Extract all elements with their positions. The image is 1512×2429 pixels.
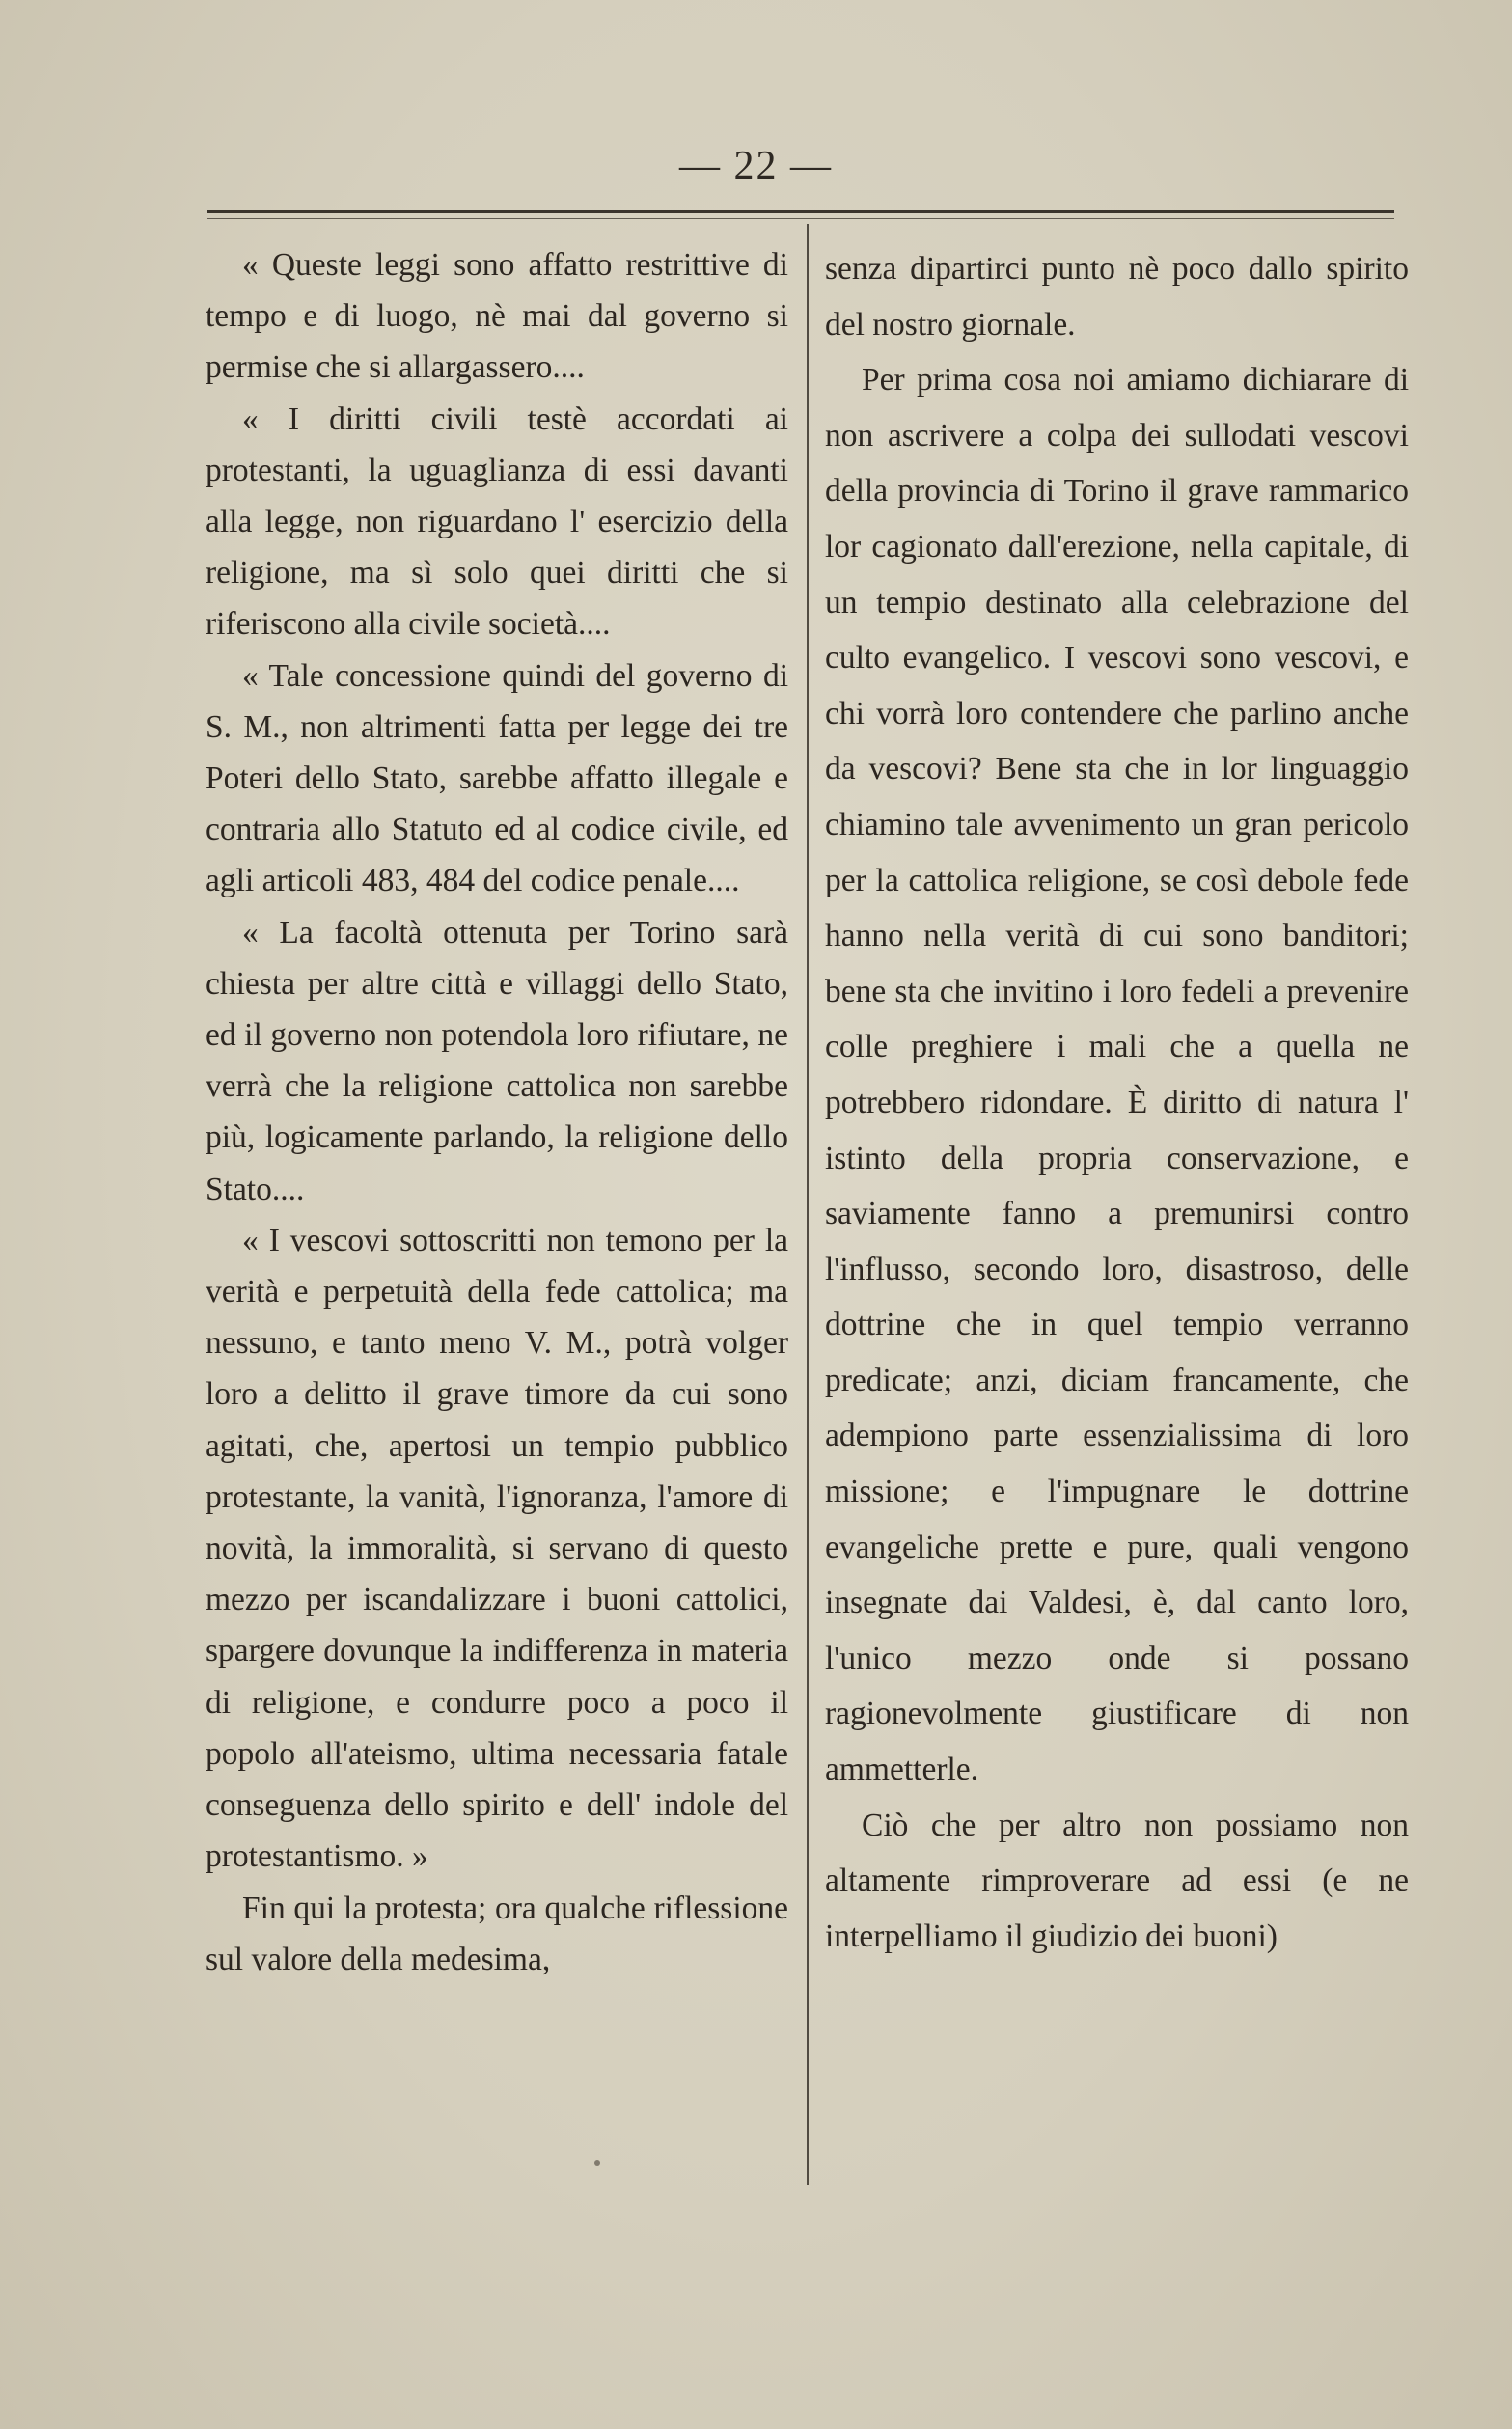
- paragraph: « I diritti civili testè accordati ai protestanti, la uguaglianza di essi davanti alla legge, non riguardano l' esercizio della religione, ma sì solo quei diritti che si riferiscono alla civile società....: [206, 400, 788, 643]
- paragraph: senza dipartirci punto nè poco dallo spirito del nostro giornale.: [825, 251, 1409, 343]
- ink-speck: [594, 2160, 600, 2166]
- header-rule-thin: [207, 218, 1394, 219]
- paragraph: Fin qui la protesta; ora qualche riflessione sul valore della medesima,: [206, 1890, 788, 1977]
- paragraph: « La facoltà ottenuta per Torino sarà chiesta per altre città e villaggi dello Stato, ed il governo non potendola loro rifiutare, ne verrà che la religione cattolica non sarebbe più, logicamente parlando, la religione dello Stato....: [206, 914, 788, 1207]
- paragraph: Per prima cosa noi amiamo dichiarare di non ascrivere a colpa dei sullodati vescovi della provincia di Torino il grave rammarico lor cagionato dall'erezione, nella capitale, di un tempio destinato alla celebrazione del culto evangelico. I vescovi sono vescovi, e chi vorrà loro contendere che parlino anche da vescovi? Bene sta che in lor linguaggio chiamino tale avvenimento un gran pericolo per la cattolica religione, se così debole fede hanno nella verità di cui sono banditori; bene sta che invitino i loro fedeli a prevenire colle preghiere i mali che a quella ne potrebbero ridondare. È diritto di natura l' istinto della propria conservazione, e saviamente fanno a premunirsi contro l'influsso, secondo loro, disastroso, delle dottrine che in quel tempio verranno predicate; anzi, diciam francamente, che adempiono parte essenzialissima di loro missione; e l'impugnare le dottrine evangeliche prette e pure, quali vengono insegnate dai Valdesi, è, dal canto loro, l'unico mezzo onde si possano ragionevolmente giustificare di non ammetterle.: [825, 362, 1409, 1788]
- header-rule: [207, 210, 1394, 213]
- paragraph: « Tale concessione quindi del governo di S. M., non altrimenti fatta per legge dei tre Poteri dello Stato, sarebbe affatto illegale e contraria allo Statuto ed al codice civile, ed agli articoli 483, 484 del codice penale....: [206, 657, 788, 899]
- column-divider: [807, 224, 809, 2185]
- left-column: [206, 239, 788, 1985]
- paragraph: « I vescovi sottoscritti non temono per la verità e perpetuità della fede cattolica; ma nessuno, e tanto meno V. M., potrà volger loro a delitto il grave timore da cui sono agitati, che, apertosi un tempio pubblico protestante, la vanità, l'ignoranza, l'amore di novità, la immoralità, si servano di questo mezzo per iscandalizzare i buoni cattolici, spargere dovunque la indifferenza in materia di religione, e condurre poco a poco il popolo all'ateismo, ultima necessaria fatale conseguenza dello spirito e dell' indole del protestantismo. »: [206, 1222, 788, 1875]
- paragraph: Ciò che per altro non possiamo non altamente rimproverare ad essi (e ne interpelliamo il giudizio dei buoni): [825, 1807, 1409, 1954]
- right-column: [825, 241, 1409, 1964]
- paragraph: « Queste leggi sono affatto restrittive di tempo e di luogo, nè mai dal governo si permise che si allargassero....: [206, 247, 788, 386]
- page-number: — 22 —: [679, 144, 833, 188]
